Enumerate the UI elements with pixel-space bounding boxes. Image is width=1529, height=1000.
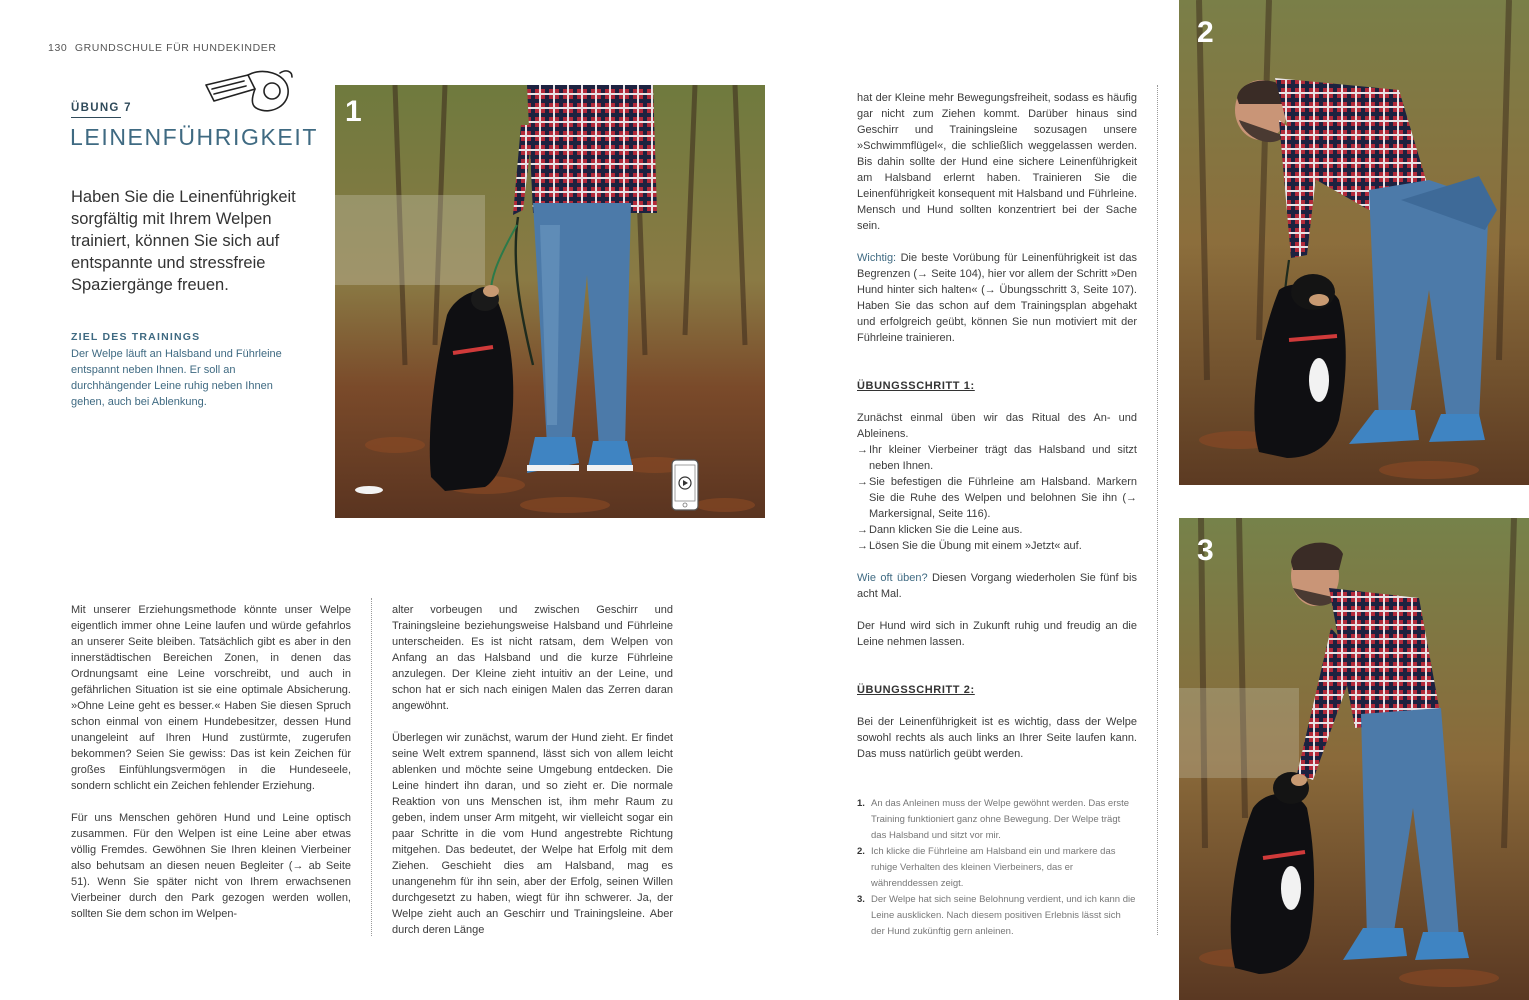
whistle-icon (200, 63, 295, 123)
important-text: Die beste Vorübung für Leinenführigkeit ist das Begrenzen (→ Seite 104), hier vor allem der Schritt »Den Hund hinter sich halten« (→ Übungsschritt 3, Seite 107). Haben Sie das schon auf dem Trainingsplan abgehakt und erfolgreich geübt, können Sie nun motiviert mit der Führleine trainieren. (857, 252, 1137, 344)
list-item: → Dann klicken Sie die Leine aus. (857, 524, 1023, 536)
body-column-3 (857, 90, 1137, 778)
column-divider (1157, 85, 1158, 935)
goal-text: Der Welpe läuft an Halsband und Führleine entspannt neben Ihnen. Er soll an durchhängender Leine ruhig neben Ihnen gehen, auch bei Ablenkung. (71, 348, 282, 408)
caption-1: 1. An das Anleinen muss der Welpe gewöhnt werden. Das erste Training funktioniert ganz ohne Bewegung. Der Welpe trägt das Halsband und sitzt vor mir. (857, 798, 1130, 841)
section-title: GRUNDSCHULE FÜR HUNDEKINDER (74, 42, 277, 54)
photo-1-number: 1 (345, 95, 362, 128)
photo-3-number: 3 (1197, 534, 1214, 567)
running-head (48, 42, 277, 54)
step-1-heading: ÜBUNGSSCHRITT 1: (857, 380, 975, 392)
column-divider (371, 598, 372, 936)
exercise-title: LEINENFÜHRIGKEIT (70, 124, 318, 150)
step-1-intro: Zunächst einmal üben wir das Ritual des An- und Ableinens. (857, 412, 1137, 440)
how-often-label: Wie oft üben? (857, 572, 928, 584)
arrow-icon: → (857, 540, 868, 552)
important-note (857, 250, 1137, 346)
caption-3: 3. Der Welpe hat sich seine Belohnung verdient, und ich kann die Leine ausklicken. Nach diesem positiven Erlebnis lässt sich der Hund zukünftig gern anleinen. (857, 894, 1136, 937)
how-often-text: Diesen Vorgang wiederholen Sie fünf bis acht Mal. (857, 572, 1137, 600)
list-item: → Ihr kleiner Vierbeiner trägt das Halsband und sitzt neben Ihnen. (857, 444, 1137, 472)
video-play-icon[interactable] (671, 459, 699, 511)
goal-heading: ZIEL DES TRAININGS (71, 331, 201, 343)
lead-text: Haben Sie die Leinenführigkeit sorgfältig mit Ihrem Welpen trainiert, können Sie sich auf entspannte und stressfreie Spaziergänge freuen. (71, 188, 296, 294)
photo-1 (335, 85, 765, 518)
list-item: → Sie befestigen die Führleine am Halsband. Markern Sie die Ruhe des Welpen und belohnen Sie ihn (→ Markersignal, Seite 116). (857, 476, 1137, 520)
body-column-1 (71, 602, 351, 938)
arrow-icon: → (857, 444, 868, 456)
paragraph: Für uns Menschen gehören Hund und Leine optisch zusammen. Für den Welpen ist eine Leine aber etwas völlig Fremdes. Gewöhnen Sie Ihren kleinen Vierbeiner also behutsam an diesen neuen Begleiter (→ ab Seite 51). Wenn Sie später nicht von Ihrem erwachsenen Vierbeiner durch den Park gezogen werden wollen, sollten Sie dem schon im Welpen- (71, 812, 351, 920)
paragraph: alter vorbeugen und zwischen Geschirr und Trainingsleine beziehungsweise Halsband und Führleine unterscheiden. Es ist nicht ratsam, dem Welpen von Anfang an das Halsband und die kurze Führleine anzulegen. Der Kleine zieht intuitiv an der Leine, und schon hat er sich nach einigen Malen das Zerren daran angewöhnt. (392, 604, 673, 712)
caption-2: 2. Ich klicke die Führleine am Halsband ein und markere das ruhige Verhalten des kleinen Vierbeiners, das er währenddessen zeigt. (857, 846, 1116, 889)
arrow-icon: → (857, 476, 868, 488)
paragraph: Überlegen wir zunächst, warum der Hund zieht. Er findet seine Welt extrem spannend, lässt sich von allem leicht ablenken und möchte seine Umgebung entdecken. Die Leine hindert ihn daran, und so zieht er. Die normale Reaktion von uns Menschen ist, ihm mehr Raum zu geben, indem unser Arm mitgeht, wir vielleicht sogar ein paar Schritte in die vom Hund angestrebte Richtung mitgehen. Das bedeutet, der Welpe hat Erfolg mit dem Ziehen. Geschieht dies am Halsband, mag es unangenehm für ihn sein, aber der Erfolg, seinen Willen durchgesetzt zu haben, wiegt für ihn schwerer. Ja, der Welpe zieht auch an Geschirr und Trainingsleine. Aber durch deren Länge (392, 732, 673, 936)
photo-3 (1179, 518, 1529, 1000)
paragraph: Bei der Leinenführigkeit ist es wichtig, dass der Welpe sowohl rechts als auch links an Ihrer Seite laufen kann. Das muss natürlich geübt werden. (857, 716, 1137, 760)
list-item: → Lösen Sie die Übung mit einem »Jetzt« auf. (857, 540, 1082, 552)
step-2-heading: ÜBUNGSSCHRITT 2: (857, 684, 975, 696)
photo-2-number: 2 (1197, 16, 1214, 49)
how-often-note (857, 570, 1137, 602)
page-number: 130 (48, 42, 68, 54)
photo-captions (857, 796, 1137, 940)
body-column-2 (392, 602, 673, 954)
paragraph: hat der Kleine mehr Bewegungsfreiheit, sodass es häufig gar nicht zum Ziehen kommt. Darüber hinaus sind Geschirr und Trainingsleine sozusagen unsere »Schwimmflügel«, die schließlich weggelassen werden. Bis dahin sollte der Hund eine sichere Leinenführigkeit am Halsband erlernt haben. Trainieren Sie die Leinenführigkeit konsequent mit Halsband und Führleine. Mensch und Hund sollten konzentriert bei der Sache sein. (857, 92, 1137, 232)
paragraph: Mit unserer Erziehungsmethode könnte unser Welpe eigentlich immer ohne Leine laufen und würde gefahrlos an unserer Seite bleiben. Tatsächlich gibt es aber in den innerstädtischen Bereichen Zonen, in denen das Ordnungsamt eine Leine vorschreibt, und auch in gefährlichen Situation ist sie eine optimale Absicherung. »Ohne Leine geht es besser.« Haben Sie diesen Spruch schon einmal von einem Hundebesitzer, dessen Hund unangeleint auf Ihren Hund zustürmte, zugerufen bekommen? Seien Sie gewiss: Das ist kein Zeichen für großes Einfühlungsvermögen in die Hundeseele, sondern schlicht ein Zeichen fehlender Erziehung. (71, 604, 351, 792)
photo-2 (1179, 0, 1529, 485)
important-label: Wichtig: (857, 252, 897, 264)
label-underline (71, 117, 121, 118)
exercise-label: ÜBUNG 7 (71, 102, 132, 114)
step-1-list (857, 442, 1137, 554)
paragraph: Der Hund wird sich in Zukunft ruhig und freudig an die Leine nehmen lassen. (857, 620, 1137, 648)
arrow-icon: → (857, 524, 868, 536)
